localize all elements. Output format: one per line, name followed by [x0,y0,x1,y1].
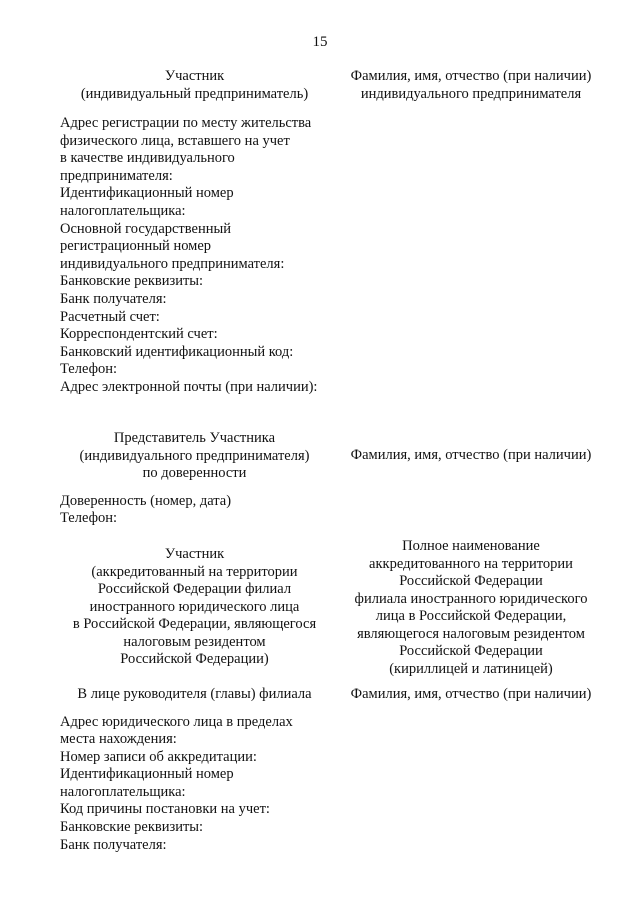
head-of-branch-name [336,686,606,704]
representative-heading [57,430,332,483]
field-label: Банк получателя: [60,836,167,853]
heading-line: (аккредитованный на территории [91,563,298,580]
field-label: в качестве индивидуального [60,150,235,167]
field-label: Номер записи об аккредитации: [60,748,257,765]
name-heading [336,430,606,483]
field-label: Адрес регистрации по месту жительства [60,115,312,131]
heading-line: Российской Федерации [399,573,543,589]
branch-participant-heading [57,538,332,678]
heading-line: аккредитованного на территории [369,555,573,572]
heading-line: в Российской Федерации, являющегося [72,616,317,632]
heading-line: (индивидуальный предприниматель) [80,85,309,102]
heading-line: Российской Федерации филиал [97,581,292,597]
field-label: Адрес электронной почты (при наличии): [60,378,318,395]
participant-heading [57,68,332,103]
head-of-branch-label [57,686,332,704]
heading-line: Фамилия, имя, отчество (при наличии) [350,68,592,84]
heading-line: (кириллицей и латиницей) [389,660,553,677]
heading-line: Фамилия, имя, отчество (при наличии) [350,686,592,702]
field-label: Корреспондентский счет: [60,326,218,343]
field-label: индивидуального предпринимателя: [60,255,285,272]
field-label: Расчетный счет: [60,308,160,325]
heading-line: по доверенности [142,465,247,481]
field-label: Телефон: [60,510,118,527]
field-label: Доверенность (номер, дата) [60,492,232,509]
section-individual-entrepreneur [0,68,640,397]
heading-line: лица в Российской Федерации, [375,608,567,624]
section-representative [0,430,640,528]
field-label: Банковские реквизиты: [60,273,204,290]
field-label: Код причины постановки на учет: [60,801,270,818]
field-label: предпринимателя: [60,167,173,184]
heading-line: (индивидуального предпринимателя) [79,447,310,464]
heading-line: индивидуального предпринимателя [360,85,582,102]
branch-name-heading [336,538,606,678]
field-label: Банковские реквизиты: [60,819,204,836]
field-label: Идентификационный номер [60,766,234,783]
field-list [60,115,640,397]
field-label: Банк получателя: [60,290,167,307]
heading-line: Представитель Участника [113,430,276,446]
name-heading [336,68,606,103]
heading-line: Участник [164,68,225,84]
head-of-branch-row [0,686,640,704]
field-label: физического лица, вставшего на учет [60,132,290,149]
field-label: налогоплательщика: [60,202,186,219]
field-label: налогоплательщика: [60,783,186,800]
heading-line: налоговым резидентом [123,633,266,650]
heading-line: Полное наименование [402,538,540,554]
heading-line: иностранного юридического лица [89,598,300,615]
heading-line: филиала иностранного юридического [354,590,588,607]
field-label: места нахождения: [60,731,177,748]
field-label: Телефон: [60,361,118,378]
field-label: регистрационный номер [60,238,212,255]
heading-line: Российской Федерации [399,643,543,659]
heading-row [0,538,640,678]
field-list [60,714,640,855]
heading-line: Российской Федерации) [120,651,269,667]
field-label: Основной государственный [60,220,231,237]
field-list [60,493,640,528]
heading-row [0,430,640,483]
heading-line: В лице руководителя (главы) филиала [77,686,312,702]
heading-line: Фамилия, имя, отчество (при наличии) [350,447,592,463]
section-accredited-branch [0,538,640,854]
heading-line: являющегося налоговым резидентом [357,625,585,642]
field-label: Идентификационный номер [60,185,234,202]
field-label: Банковский идентификационный код: [60,343,294,360]
page-number: 15 [312,34,328,50]
heading-line: Участник [164,546,225,562]
field-label: Адрес юридического лица в пределах [60,713,293,730]
heading-row [0,68,640,103]
